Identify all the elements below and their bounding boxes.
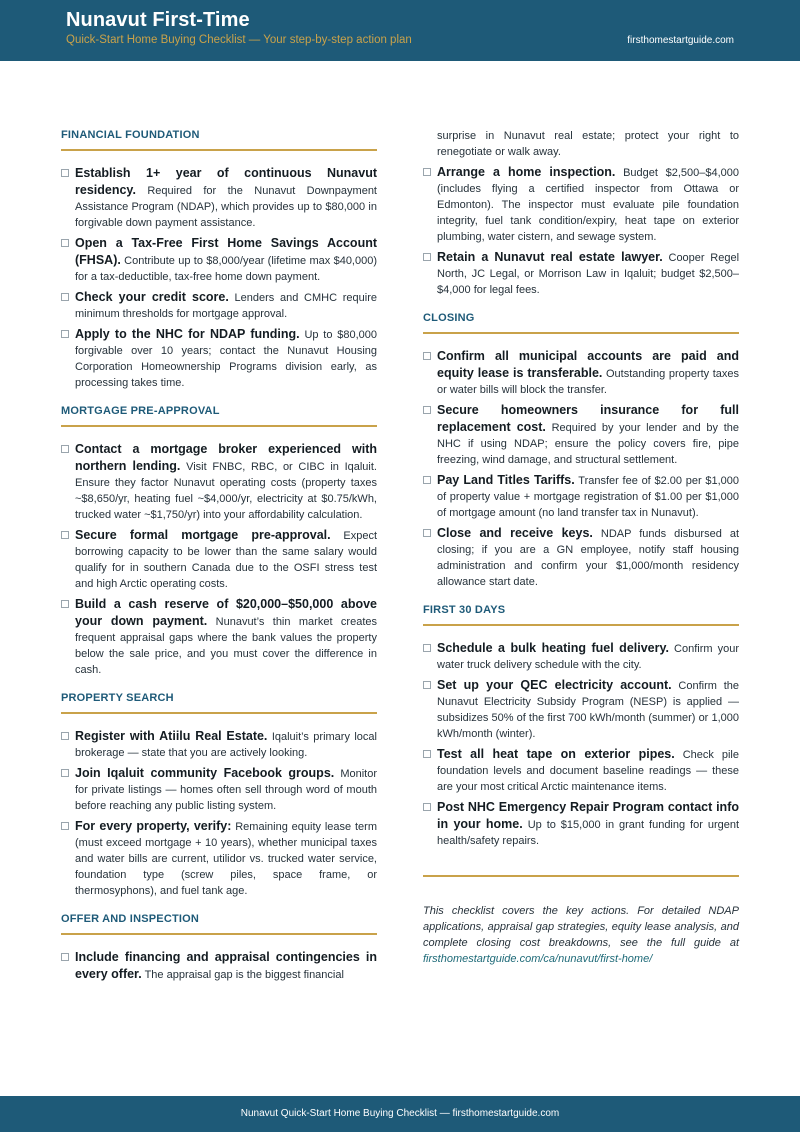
checkbox-icon[interactable] [61, 445, 69, 453]
checklist-item[interactable] [61, 596, 377, 678]
item-lead: Build a cash reserve of $20,000–$50,000 above your down payment. [75, 597, 377, 628]
item-lead: Secure homeowners insurance for full replacement cost. [437, 403, 739, 434]
item-body: Expect borrowing capacity to be lower than the same salary would qualify for in southern Canada due to the OSFI stress test and high Arctic operating costs. [75, 530, 378, 590]
checkbox-icon[interactable] [423, 352, 431, 360]
item-lead: Close and receive keys. [437, 526, 593, 540]
checkbox-icon[interactable] [423, 681, 431, 689]
item-lead: Arrange a home inspection. [437, 165, 616, 179]
checkbox-icon[interactable] [61, 822, 69, 830]
checkbox-icon[interactable] [61, 239, 69, 247]
item-lead: For every property, verify: [75, 819, 232, 833]
item-lead: Include financing and appraisal contingencies in every offer. [75, 950, 377, 981]
item-body: Contribute up to $8,000/year (lifetime max $40,000) for a tax-deductible, tax-free home down payment. [75, 255, 378, 283]
item-lead: Secure formal mortgage pre-approval. [75, 528, 331, 542]
item-body: NDAP funds disbursed at closing; if you are a GN employee, notify staff housing administration and confirm your $1,000/month residency allowance start date. [437, 528, 739, 588]
item-lead: Confirm all municipal accounts are paid and equity lease is transferable. [437, 349, 739, 380]
checklist-item[interactable] [423, 677, 739, 742]
checkbox-icon[interactable] [61, 330, 69, 338]
item-lead: Register with Atiilu Real Estate. [75, 729, 268, 743]
checklist-item[interactable] [61, 441, 377, 523]
checkbox-icon[interactable] [61, 293, 69, 301]
checkbox-icon[interactable] [423, 644, 431, 652]
checkbox-icon[interactable] [61, 600, 69, 608]
checklist-item[interactable] [61, 765, 377, 814]
checklist-item[interactable] [61, 289, 377, 322]
checkbox-icon[interactable] [423, 529, 431, 537]
checklist-item[interactable] [423, 799, 739, 849]
checkbox-icon[interactable] [61, 769, 69, 777]
item-body: Cooper Regel North, JC Legal, or Morrison Law in Iqaluit; budget $2,500–$4,000 for legal fees. [437, 252, 740, 296]
section-property-search [61, 691, 377, 899]
checkbox-icon[interactable] [61, 531, 69, 539]
item-body: The appraisal gap is the biggest financial [144, 969, 344, 981]
checkbox-icon[interactable] [423, 750, 431, 758]
item-body: Up to $15,000 in grant funding for urgent health/safety repairs. [437, 819, 740, 847]
item-body: Visit FNBC, RBC, or CIBC in Iqaluit. Ensure they factor Nunavut operating costs (property taxes ~$8,650/yr, heating fuel ~$4,000/yr, electricity at $0.75/kWh, trucked water ~$1,750/yr) into your affordability calculation. [75, 461, 377, 521]
checklist-item[interactable] [423, 249, 739, 298]
item-body: Remaining equity lease term (must exceed mortgage + 10 years), whether municipal taxes and water bills are current, utilidor vs. trucked water service, foundation type (screw piles, space frame, or thermosyphons), and fuel tank age. [75, 821, 378, 897]
item-lead: Open a Tax-Free First Home Savings Account (FHSA). [75, 236, 377, 267]
item-lead: Join Iqaluit community Facebook groups. [75, 766, 335, 780]
item-lead: Establish 1+ year of continuous Nunavut residency. [75, 166, 377, 197]
section-title: MORTGAGE PRE-APPROVAL [61, 404, 377, 427]
checklist-item[interactable] [61, 818, 377, 899]
section-title: PROPERTY SEARCH [61, 691, 377, 714]
section-mortgage-pre-approval [61, 404, 377, 678]
checkbox-icon[interactable] [423, 253, 431, 261]
guide-link[interactable]: firsthomestartguide.com/ca/nunavut/first-home/ [423, 953, 653, 965]
page-title: Nunavut First-Time [66, 9, 250, 31]
item-lead: Test all heat tape on exterior pipes. [437, 747, 675, 761]
checklist-item[interactable] [423, 472, 739, 521]
closing-note [423, 903, 739, 967]
item-lead: Contact a mortgage broker experienced with northern lending. [75, 442, 377, 473]
item-body-continued: surprise in Nunavut real estate; protect your right to renegotiate or walk away. [437, 130, 739, 158]
item-body: Budget $2,500–$4,000 (includes flying a certified inspector from Ottawa or Edmonton). The inspector must evaluate pile foundation integrity, fuel tank condition/expiry, heat tape on exterior plumbing, water cistern, and sewage system. [437, 167, 740, 243]
checklist-item[interactable] [423, 164, 739, 245]
right-column [423, 128, 739, 967]
site-url: firsthomestartguide.com [627, 35, 734, 46]
checklist-item[interactable] [423, 640, 739, 673]
page-subtitle: Quick-Start Home Buying Checklist — Your step-by-step action plan [66, 34, 412, 46]
item-lead: Set up your QEC electricity account. [437, 678, 672, 692]
section-first-30-days [423, 603, 739, 849]
checklist-item[interactable] [61, 165, 377, 231]
section-title: OFFER AND INSPECTION [61, 912, 377, 935]
section-title: FINANCIAL FOUNDATION [61, 128, 377, 151]
item-body: Required for the Nunavut Downpayment Assistance Program (NDAP), which provides up to $80,000 in forgivable down payment assistance. [75, 185, 377, 229]
checklist-item[interactable] [61, 326, 377, 391]
item-body: Iqaluit’s primary local brokerage — state that you are actively looking. [75, 731, 377, 759]
checkbox-icon[interactable] [423, 168, 431, 176]
checkbox-icon[interactable] [423, 476, 431, 484]
checkbox-icon[interactable] [61, 953, 69, 961]
item-body: Nunavut’s thin market creates frequent appraisal gaps where the bank values the property below the sale price, and you must cover the difference in cash. [75, 616, 377, 676]
item-body: Outstanding property taxes or water bills will block the transfer. [437, 368, 740, 396]
checklist-item[interactable] [423, 402, 739, 468]
item-lead: Post NHC Emergency Repair Program contact info in your home. [437, 800, 739, 831]
checklist-item[interactable] [61, 527, 377, 592]
checklist-item[interactable] [61, 949, 377, 983]
section-financial-foundation [61, 128, 377, 391]
item-lead: Retain a Nunavut real estate lawyer. [437, 250, 663, 264]
page-footer: Nunavut Quick-Start Home Buying Checklist — firsthomestartguide.com [0, 1096, 800, 1132]
section-closing [423, 311, 739, 590]
item-body: Transfer fee of $2.00 per $1,000 of property value + mortgage registration of $1.00 per $1,000 of mortgage amount (no land transfer tax in Nunavut). [437, 475, 740, 519]
checklist-item[interactable] [423, 348, 739, 398]
page-header [0, 0, 800, 61]
item-lead: Apply to the NHC for NDAP funding. [75, 327, 300, 341]
checklist-item[interactable] [61, 728, 377, 761]
section-offer-and-inspection [61, 912, 377, 983]
item-body: Lenders and CMHC require minimum thresholds for mortgage approval. [75, 292, 377, 320]
section-title: CLOSING [423, 311, 739, 334]
checklist-item[interactable] [423, 746, 739, 795]
item-body: Check pile foundation levels and document baseline readings — these are your most critical Arctic maintenance items. [437, 749, 739, 793]
left-column [61, 128, 377, 996]
item-lead: Check your credit score. [75, 290, 229, 304]
item-lead: Schedule a bulk heating fuel delivery. [437, 641, 669, 655]
item-lead: Pay Land Titles Tariffs. [437, 473, 575, 487]
item-body: Required by your lender and by the NHC if using NDAP; ensure the policy covers fire, pipe freezing, wind damage, and structural settlement. [437, 422, 739, 466]
checkbox-icon[interactable] [423, 406, 431, 414]
section-offer-continued [423, 164, 739, 298]
checkbox-icon[interactable] [423, 803, 431, 811]
item-body: Up to $80,000 forgivable over 10 years; contact the Nunavut Housing Corporation Homeownership Programs division early, as processing takes time. [75, 329, 377, 389]
item-body: Confirm your water truck delivery schedule with the city. [437, 643, 739, 671]
section-title: FIRST 30 DAYS [423, 603, 739, 626]
item-body: Monitor for private listings — homes often sell through word of mouth before reaching any public listing system. [75, 768, 377, 812]
note-text: This checklist covers the key actions. For detailed NDAP applications, appraisal gap strategies, equity lease analysis, and complete closing cost breakdowns, see the full guide at [423, 905, 739, 949]
checkbox-icon[interactable] [61, 169, 69, 177]
checklist-item[interactable] [61, 235, 377, 285]
checkbox-icon[interactable] [61, 732, 69, 740]
item-body: Confirm the Nunavut Electricity Subsidy Program (NESP) is applied — subsidizes 50% of the first 700 kWh/month (summer) or 1,000 kWh/month (winter). [437, 680, 739, 740]
checklist-item[interactable] [423, 525, 739, 590]
divider [423, 875, 739, 877]
